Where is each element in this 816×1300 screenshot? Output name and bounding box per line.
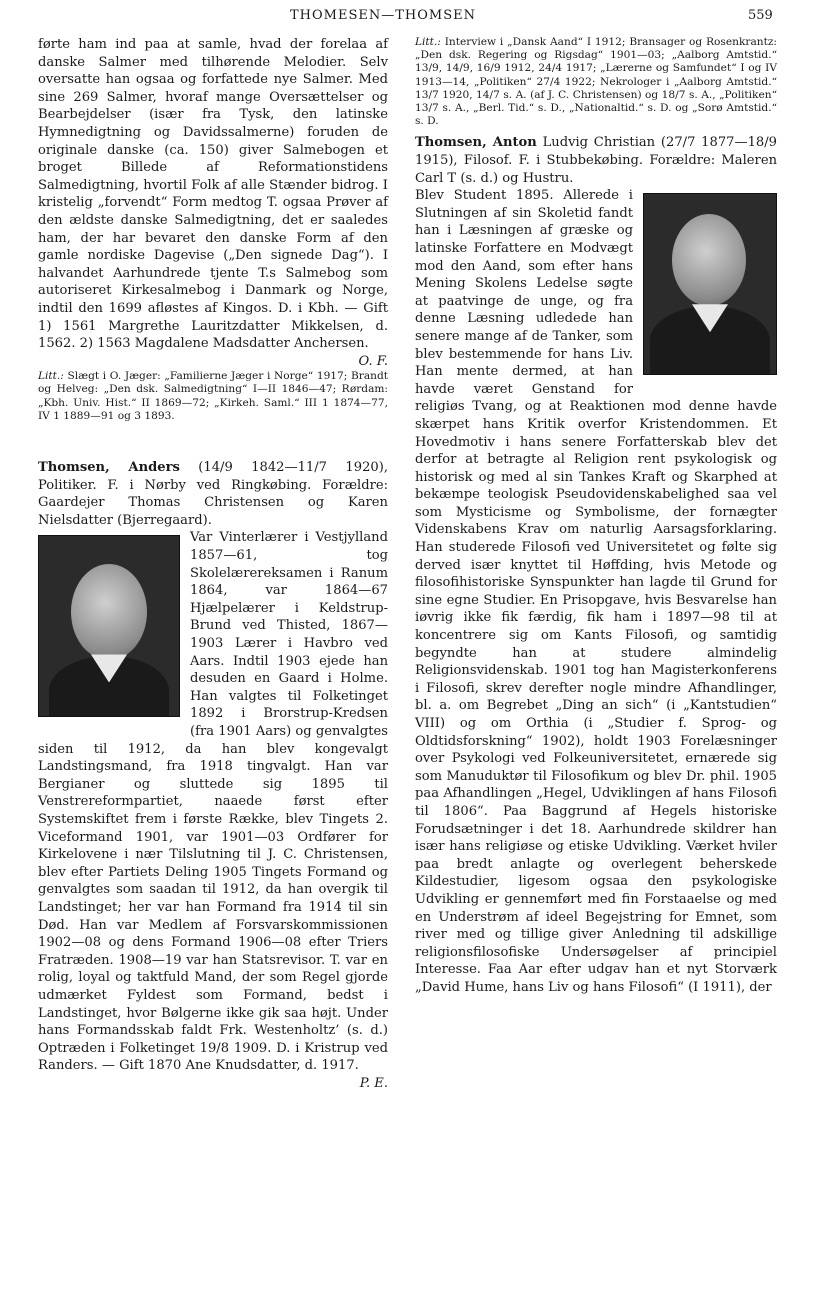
entry-anders-intro: Thomsen, Anders (14/9 1842—11/7 1920), Politiker. F. i Nørby ved Ringkøbing. Forældre: Gaardejer Thomas Christensen og Karen Nielsdatter (Bjerregaard). <box>38 460 388 528</box>
portrait-anton <box>643 193 777 375</box>
author-signature: P. E. <box>359 1075 388 1091</box>
entry-heading-anders: Thomsen, Anders <box>38 460 180 476</box>
page-number: 559 <box>748 8 773 23</box>
running-head: THOMESEN—THOMSEN <box>290 8 476 23</box>
entry-anton-body: Blev Student 1895. Allerede i Slutningen af sin Skoletid fandt han i Læsningen af græske og latinske Forfattere en Modvægt mod den Aand, som efter hans Mening Skolens Ledelse søgte at paatvinge de unge, og fra denne Læsning udledede han senere mange af de Tanker, som blev bestemmende for hans Liv. Han mente dermed, at han havde været Genstand for religiøs Tvang, og at Reaktionen mod denne havde skærpet hans Kritik overfor Kristendommen. Et Hovedmotiv i hans senere Forfatterskab blev det derfor at betragte al Religion rent psykologisk og historisk og med al sin Tankes Kraft og Skarphed at bekæmpe teologisk Pseudovidenskabelighed saa vel som Mysticisme og Symbolisme, der fornægter Videnskabens Krav om naturlig Aarsagsforklaring. Han studerede Filosofi ved Universitetet og følte sig derved især knyttet til Høffding, hvis Metode og filosofihistoriske Synspunkter han lagde til Grund for sine egne Studier. En Prisopgave, hvis Besvarelse han iøvrig ikke fik færdig, fik ham i 1897—98 til at koncentrere sig om Kants Filosofi, og samtidig begyndte han at studere almindelig Religionsvidenskab. 1901 tog han Magisterkonferens i Filosofi, skrev derefter nogle mindre Afhandlinger, bl. a. om Begrebet „Ding an sich“ (i „Kantstudien“ VIII) og om Orthia (i „Studier f. Sprog- og Oldtidsforskning“ 1902), holdt 1903 Forelæsninger over Psykologi ved Folkeuniversitetet, ernærede sig som Manuduktør til Filosofikum og blev Dr. phil. 1905 paa Afhandlingen „Hegel, Udviklingen af hans Filosofi til 1806“. Paa Baggrund af Hegels historiske Forudsætninger i det 18. Aarhundrede skildrer han især hans religiøse og etiske Udvikling. Værket hviler paa bredt anlagte og overlegent beherskede Kildestudier, ligesom ogsaa den psykologiske Udvikling er gennemført med fin Forstaaelse og med en Understrøm af ideel Begejstring for Emnet, som river med og tillige giver Anledning til adskillige religionsfilosofiske Undersøgelser af principiel Interesse. Faa Aar efter udgav han et nyt Storværk „David Hume, hans Liv og hans Filosofi“ (I 1911), der <box>415 188 777 995</box>
paragraph-salmebog: førte ham ind paa at samle, hvad der forelaa af danske Salmer med tilhørende Melodier. Selv oversatte han ogsaa og forfattede nye Salmer. Med sine 269 Salmer, hvoraf mange Oversættelser og Bearbejdelser (især fra Tysk, den latinske Hymnedigtning og Davidssalmerne) foruden de originale danske (ca. 150) giver Salmebogen et broget Billede af Reformationstidens Salmedigtning, hvortil Folk af alle Stænder bidrog. I kristelig „forvendt“ Form medtog T. ogsaa Prøver af den ældste danske Salmedigtning, det er saaledes ham, der har bevaret den danske Form af den gamle nordiske Dagevise („Den signede Dag“). I halvandet Aarhundrede tjente T.s Salmebog som autoriseret Kirkesalmebog i Danmark og Norge, indtil den 1699 afløstes af Kingos. D. i Kbh. — Gift 1) 1561 Margrethe Lauritzdatter Mikkelsen, d. 1562. 2) 1563 Magdalene Madsdatter Anchersen. <box>38 37 388 352</box>
left-column <box>38 36 388 1092</box>
literature-text: Interview i „Dansk Aand“ I 1912; Bransager og Rosenkrantz: „Den dsk. Regering og Rigsdag“ 1901—03; „Aalborg Amtstid.“ 13/9, 14/9, 16/9 1912, 24/4 1917; „Lærerne og Samfundet“ I og IV 1913—14, „Politiken“ 27/4 1922; Nekrologer i „Aalborg Amtstid.“ 13/7 1920, 14/7 s. A. (af J. C. Christensen) og 18/7 s. A., „Politiken“ 13/7 s. A., „Berl. Tid.“ s. D., „Nationaltid.“ s. D. og „Sorø Amtstid.“ s. D. <box>415 36 777 128</box>
entry-heading-anton: Thomsen, Anton <box>415 135 537 151</box>
author-signature: O. F. <box>358 353 388 369</box>
literature-note: Litt.: Slægt i O. Jæger: „Familierne Jæger i Norge“ 1917; Brandt og Helveg: „Den dsk. Salmedigtning“ I—II 1846—47; Rørdam: „Kbh. Univ. Hist.“ II 1869—72; „Kirkeh. Saml.“ III 1 1874—77, IV 1 1889—91 og 3 1893. <box>38 370 389 422</box>
literature-text: Slægt i O. Jæger: „Familierne Jæger i Norge“ 1917; Brandt og Helveg: „Den dsk. Salmedigtning“ I—II 1846—47; Rørdam: „Kbh. Univ. Hist.“ II 1869—72; „Kirkeh. Saml.“ III 1 1874—77, IV 1 1889—91 og 3 1893. <box>38 370 389 422</box>
portrait-anders <box>38 535 180 717</box>
literature-note: Litt.: Interview i „Dansk Aand“ I 1912; Bransager og Rosenkrantz: „Den dsk. Regering og Rigsdag“ 1901—03; „Aalborg Amtstid.“ 13/9, 14/9, 16/9 1912, 24/4 1917; „Lærerne og Samfundet“ I og IV 1913—14, „Politiken“ 27/4 1922; Nekrologer i „Aalborg Amtstid.“ 13/7 1920, 14/7 s. A. (af J. C. Christensen) og 18/7 s. A., „Politiken“ 13/7 s. A., „Berl. Tid.“ s. D., „Nationaltid.“ s. D. og „Sorø Amtstid.“ s. D. <box>415 36 777 128</box>
right-column <box>415 36 777 997</box>
page-header <box>0 8 816 28</box>
entry-anton-intro: Thomsen, Anton Ludvig Christian (27/7 1877—18/9 1915), Filosof. F. i Stubbekøbing. Forældre: Maleren Carl T (s. d.) og Hustru. <box>415 135 777 186</box>
entry-anders-body: Var Vinterlærer i Vestjylland 1857—61, tog Skolelærereksamen i Ranum 1864, var 1864—67 Hjælpelærer i Keldstrup-Brund ved Thisted, 1867—1903 Lærer i Havbro ved Aars. Indtil 1903 ejede han desuden en Gaard i Holme. Han valgtes til Folketinget 1892 i Brorstrup-Kredsen (fra 1901 Aars) og genvalgtes siden til 1912, da han blev kongevalgt Landstingsmand, fra 1918 tingvalgt. Han var Bergianer og sluttede sig 1895 til Venstrereformpartiet, naaede først efter Systemskiftet frem i første Række, blev Tingets 2. Viceformand 1901, var 1901—03 Ordfører for Kirkelovene i nær Tilslutning til J. C. Christensen, blev efter Partiets Deling 1905 Tingets Formand og genvalgtes som saadan til 1912, da han overgik til Landstinget; her var han Formand fra 1914 til sin Død. Han var Medlem af Forsvarskommissionen 1902—08 og dens Formand 1906—08 efter Triers Fratræden. 1908—19 var han Statsrevisor. T. var en rolig, loyal og taktfuld Mand, der som Regel gjorde udmærket Fyldest som Formand, bedst i Landstinget, hvor Bølgerne ikke gik saa højt. Under hans Formandsskab faldt Frk. Westenholtz’ (s. d.) Optræden i Folketinget 19/8 1909. D. i Kristrup ved Randers. — Gift 1870 Ane Knudsdatter, d. 1917. <box>38 530 388 1074</box>
